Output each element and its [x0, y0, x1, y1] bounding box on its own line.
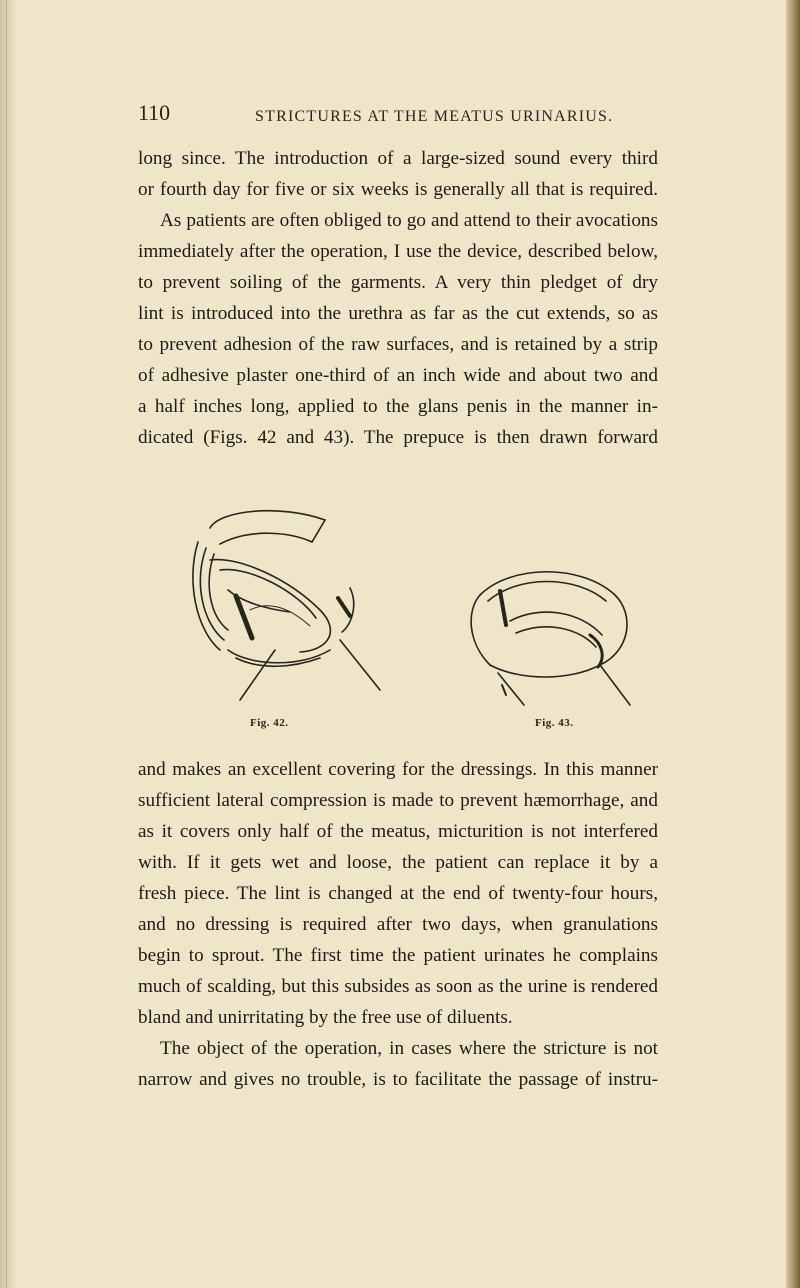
page-number: 110 [138, 100, 171, 125]
text-line: sufficient lateral compression is made to prevent hæmorrhage, and [138, 790, 658, 811]
text-line: to prevent adhesion of the raw surfaces, and is retained by a strip [138, 334, 658, 355]
text-line: a half inches long, applied to the glans penis in the manner in- [138, 396, 658, 417]
text-line: long since. The introduction of a large-sized sound every third [138, 148, 658, 169]
text-line: or fourth day for five or six weeks is generally all that is required. [138, 179, 658, 200]
page-header [138, 100, 658, 140]
text-line: of adhesive plaster one-third of an inch wide and about two and [138, 365, 658, 386]
fig-42-illustration [180, 500, 410, 710]
running-head: STRICTURES AT THE MEATUS URINARIUS. [255, 108, 614, 125]
text-line: as it covers only half of the meatus, micturition is not interfered [138, 821, 658, 842]
fig-42-caption: Fig. 42. [250, 717, 289, 729]
paragraph-3 [138, 1033, 658, 1095]
text-line: bland and unirritating by the free use of diluents. [138, 1007, 513, 1028]
text-line: As patients are often obliged to go and attend to their avocations [160, 210, 658, 231]
text-line: lint is introduced into the urethra as far as the cut extends, so as [138, 303, 658, 324]
paragraph-1 [138, 143, 658, 453]
text-line: dicated (Figs. 42 and 43). The prepuce is then drawn forward [138, 427, 658, 448]
text-line: immediately after the operation, I use the device, described below, [138, 241, 658, 262]
text-line: and makes an excellent covering for the dressings. In this manner [138, 759, 658, 780]
text-line: and no dressing is required after two days, when granulations [138, 914, 658, 935]
text-line: begin to sprout. The first time the patient urinates he complains [138, 945, 658, 966]
text-line: to prevent soiling of the garments. A very thin pledget of dry [138, 272, 658, 293]
fig-43-illustration [440, 555, 660, 715]
text-line: much of scalding, but this subsides as soon as the urine is rendered [138, 976, 658, 997]
figures-block [180, 500, 660, 730]
text-line: fresh piece. The lint is changed at the end of twenty-four hours, [138, 883, 658, 904]
page-left-edge [0, 0, 18, 1288]
page-right-edge [786, 0, 800, 1288]
fig-43-caption: Fig. 43. [535, 717, 574, 729]
paragraph-2 [138, 754, 658, 1033]
text-line: with. If it gets wet and loose, the patient can replace it by a [138, 852, 658, 873]
text-line: narrow and gives no trouble, is to facilitate the passage of instru- [138, 1069, 658, 1090]
text-line: The object of the operation, in cases where the stricture is not [160, 1038, 658, 1059]
